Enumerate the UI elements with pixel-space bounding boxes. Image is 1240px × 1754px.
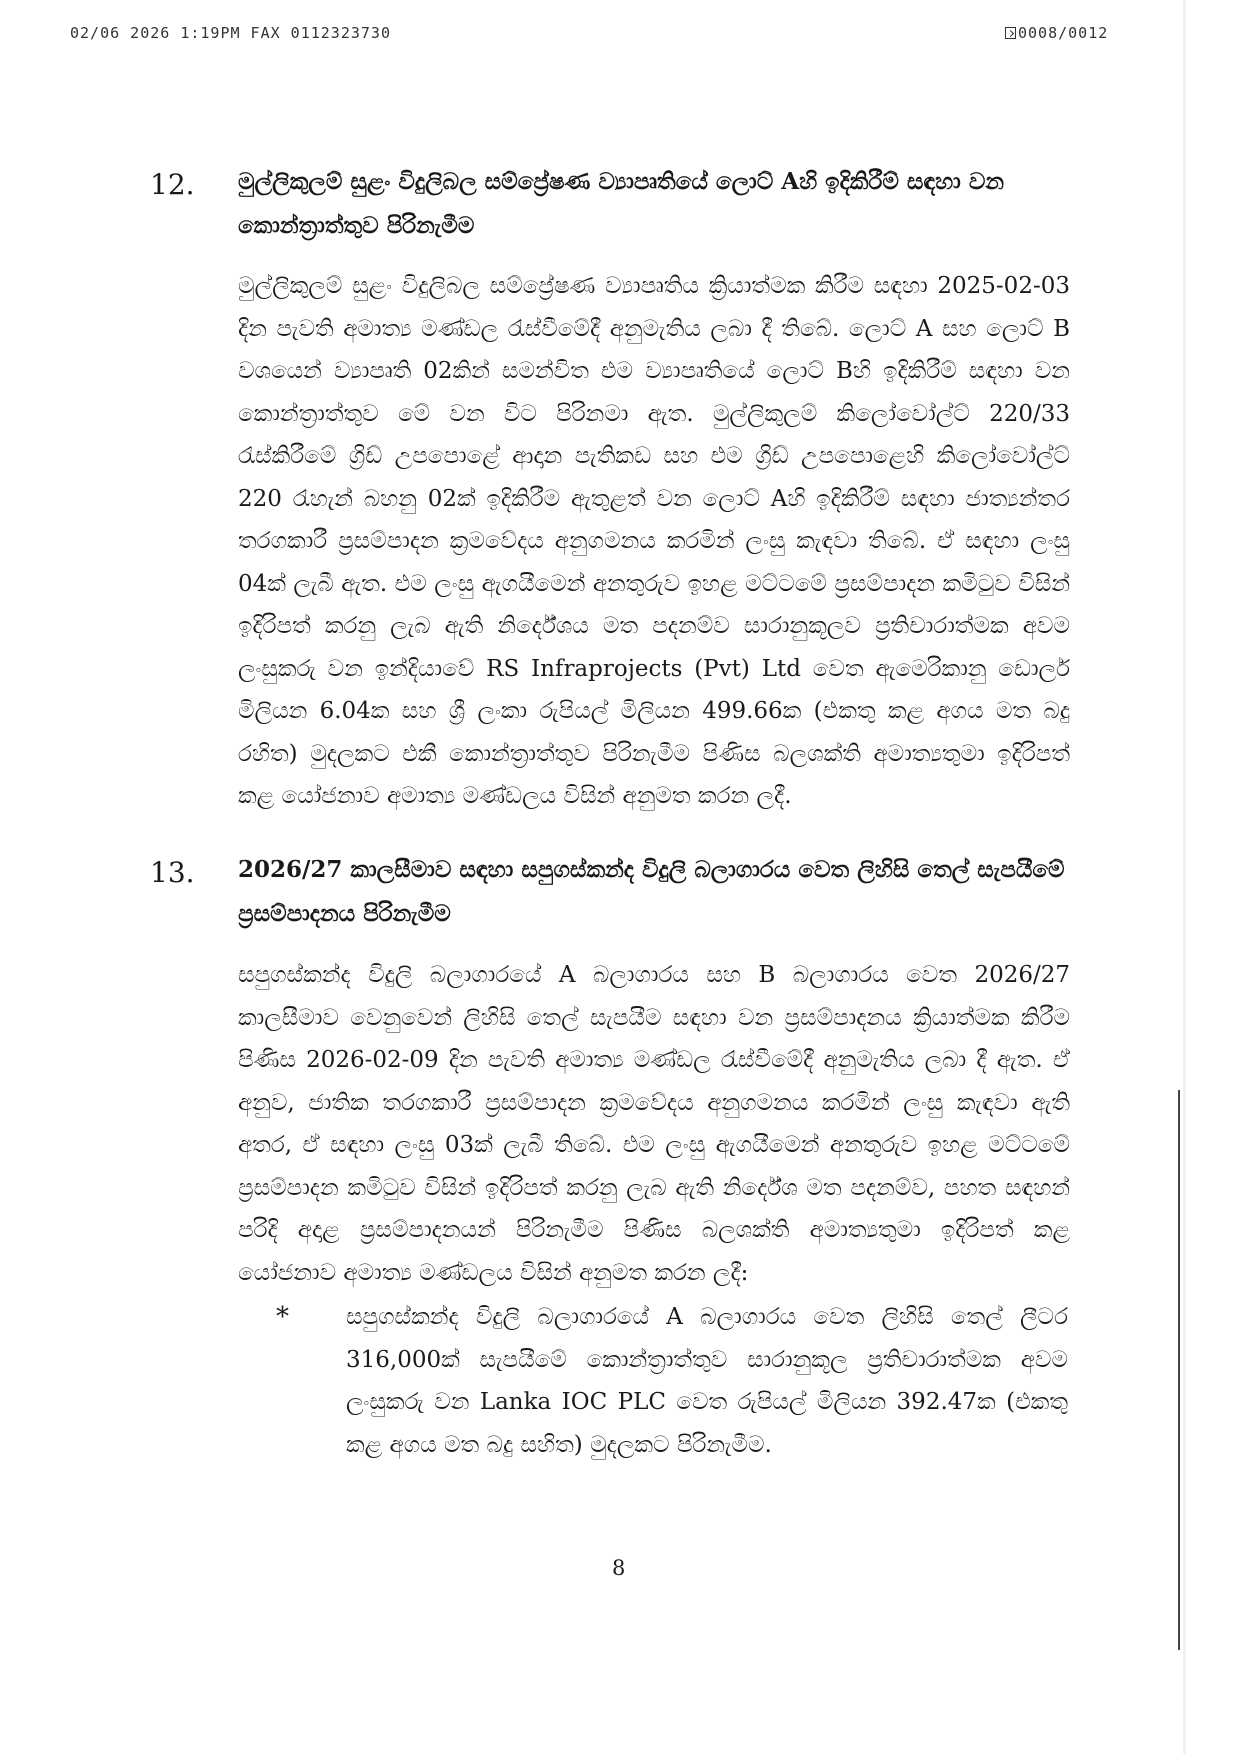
scan-artifact-line	[1178, 1090, 1180, 1650]
fax-header-right	[1005, 24, 1108, 42]
scan-edge-shade	[1183, 0, 1186, 1754]
section-13-heading: 2026/27 කාලසීමාව සඳහා සපුගස්කන්ද විදුලි බලාගාරය වෙත ලිහිසි තෙල් සැපයීමේ ප්‍රසම්පාදනය පිරිනැමීම	[238, 856, 1065, 927]
section-13-number: 13.	[150, 856, 195, 889]
fax-header-left: 02/06 2026 1:19PM FAX 0112323730	[70, 24, 391, 42]
bullet-asterisk: *	[276, 1302, 289, 1332]
page-number: 8	[612, 1556, 626, 1580]
section-12-heading: මුල්ලිකුලම් සුළං විදුලිබල සම්ප්‍රේෂණ ව්‍යාපෘතියේ ලොට් Aහි ඉදිකිරීම් සඳහා වන කොන්ත්‍රාත්තුව පිරිනැමීම	[238, 168, 1005, 239]
fax-status-icon	[1005, 27, 1016, 39]
section-13-bullet-text: සපුගස්කන්ද විදුලි බලාගාරයේ A බලාගාරය වෙත ලිහිසි තෙල් ලීටර 316,000ක් සැපයීමේ කොන්ත්‍රාත්තුව සාරානුකූල ප්‍රතිචාරාත්මක අවම ලංසුකරු වන Lanka IOC PLC වෙත රුපියල් මිලියන 392.47ක (එකතු කළ අගය මත බදු සහිත) මුදලකට පිරිනැමීම.	[346, 1304, 1068, 1458]
section-12-body: මුල්ලිකුලම් සුළං විදුලිබල සම්ප්‍රේෂණ ව්‍යාපෘතිය ක්‍රියාත්මක කිරීම සඳහා 2025-02-03 දින පැවති අමාත්‍ය මණ්ඩල රැස්වීමේදී අනුමැතිය ලබා දී තිබේ. ලොට් A සහ ලොට් B වශයෙන් ව්‍යාපෘති 02කින් සමන්විත එම ව්‍යාපෘතියේ ලොට් Bහි ඉදිකිරීම් සඳහා වන කොන්ත්‍රාත්තුව මේ වන විට පිරිනමා ඇත. මුල්ලිකුලම් කිලෝවෝල්ට් 220/33 රැස්කිරීමේ ග්‍රිඩ් උපපොළේ ආදාන පැතිකඩ සහ එම ග්‍රිඩ් උපපොළෙහි කිලෝවෝල්ට් 220 රැහැන් බහනු 02ක් ඉදිකිරීම ඇතුළත් වන ලොට් Aහි ඉදිකිරීම් සඳහා ජාත්‍යන්තර තරගකාරී ප්‍රසම්පාදන ක්‍රමවේදය අනුගමනය කරමින් ලංසු කැඳවා තිබේ. ඒ සඳහා ලංසු 04ක් ලැබී ඇත. එම ලංසු ඇගයීමෙන් අනතුරුව ඉහළ මට්ටමේ ප්‍රසම්පාදන කමිටුව විසින් ඉදිරිපත් කරනු ලැබ ඇති නිර්දේශය මත පදනම්ව සාරානුකූලව ප්‍රතිචාරාත්මක අවම ලංසුකරු වන ඉන්දියාවේ RS Infraprojects (Pvt) Ltd වෙත ඇමෙරිකානු ඩොලර් මිලියන 6.04ක සහ ශ්‍රී ලංකා රුපියල් මිලියන 499.66ක (එකතු කළ අගය මත බදු රහිත) මුදලකට එකී කොන්ත්‍රාත්තුව පිරිනැමීම පිණිස බලශක්ති අමාත්‍යතුමා ඉදිරිපත් කළ යෝජනාව අමාත්‍ය මණ්ඩලය විසින් අනුමත කරන ලදී.	[238, 273, 1070, 809]
section-13-body: සපුගස්කන්ද විදුලි බලාගාරයේ A බලාගාරය සහ B බලාගාරය වෙත 2026/27 කාලසීමාව වෙනුවෙන් ලිහිසි තෙල් සැපයීම සඳහා වන ප්‍රසම්පාදනය ක්‍රියාත්මක කිරීම පිණිස 2026-02-09 දින පැවති අමාත්‍ය මණ්ඩල රැස්වීමේදී අනුමැතිය ලබා දී ඇත. ඒ අනුව, ජාතික තරගකාරී ප්‍රසම්පාදන ක්‍රමවේදය අනුගමනය කරමින් ලංසු කැඳවා ඇති අතර, ඒ සඳහා ලංසු 03ක් ලැබී තිබේ. එම ලංසු ඇගයීමෙන් අනතුරුව ඉහළ මට්ටමේ ප්‍රසම්පාදන කමිටුව විසින් ඉදිරිපත් කරනු ලැබ ඇති නිර්දේශ මත පදනම්ව, පහත සඳහන් පරිදි අදාළ ප්‍රසම්පාදනයන් පිරිනැමීම පිණිස බලශක්ති අමාත්‍යතුමා ඉදිරිපත් කළ යෝජනාව අමාත්‍ය මණ්ඩලය විසින් අනුමත කරන ලදී:	[238, 962, 1070, 1286]
section-12-number: 12.	[150, 168, 195, 201]
fax-page-counter: 0008/0012	[1018, 24, 1109, 42]
